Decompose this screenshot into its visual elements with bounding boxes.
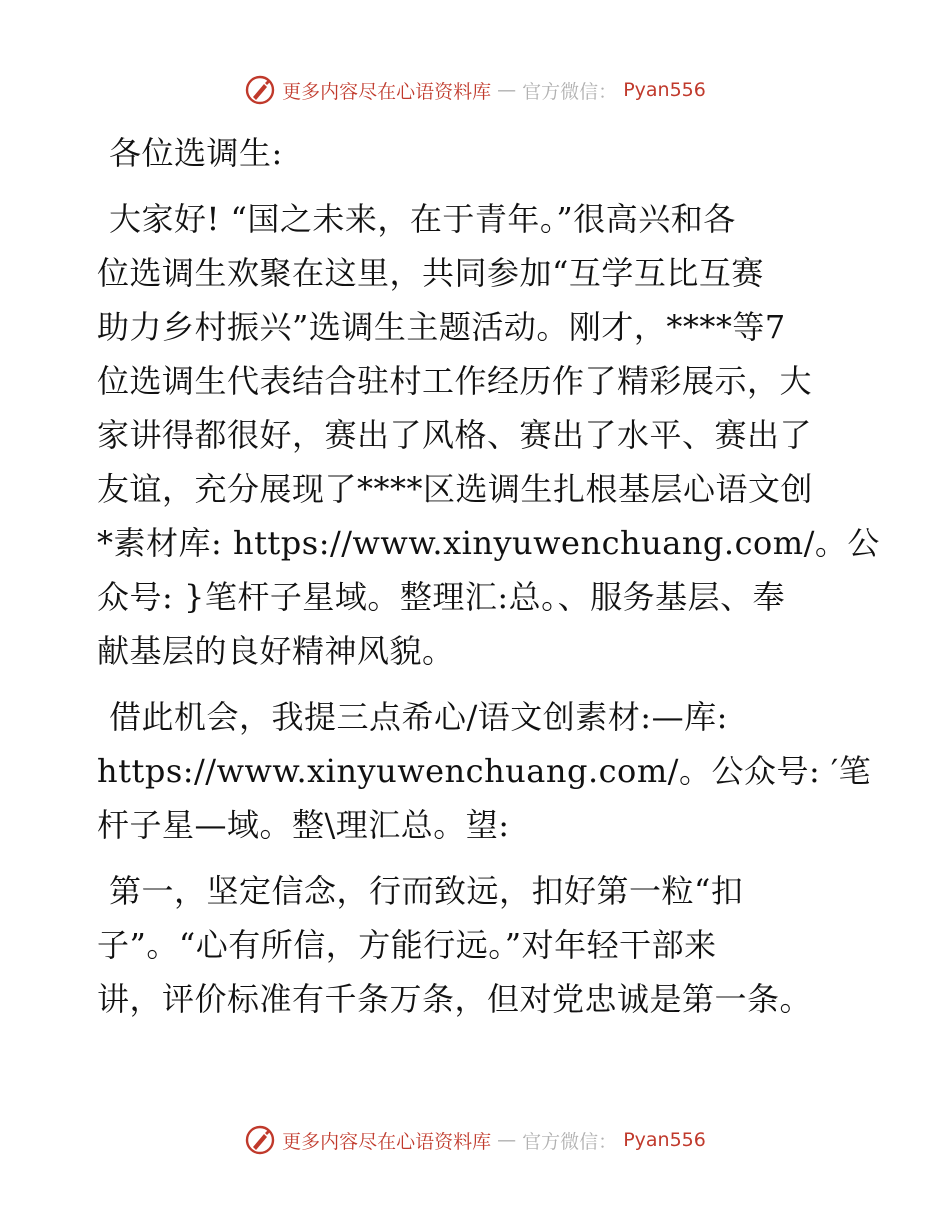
watermark-text: 更多内容尽在心语资料库: [282, 1130, 492, 1153]
watermark-dash: —: [497, 79, 517, 101]
text-line: 借此机会，我提三点希心/语文创素材:—库:: [109, 698, 728, 736]
text-line: 各位选调生:: [109, 134, 283, 172]
text-line: 杆子星—域。整\理汇总。望:: [97, 806, 510, 844]
pen-circle-icon: [244, 1124, 276, 1156]
text-line: 子”。“心有所信，方能行远。”对年轻干部来: [97, 926, 717, 964]
text-line: *素材库: https://www.xinyuwenchuang.com/。公: [97, 524, 880, 562]
watermark-official: 官方微信：: [522, 1130, 618, 1153]
paragraph-hopes: [97, 690, 872, 852]
text-line: 第一，坚定信念，行而致远，扣好第一粒“扣: [109, 872, 744, 910]
watermark-dash: —: [497, 1129, 517, 1151]
watermark-text: 更多内容尽在心语资料库: [282, 80, 492, 103]
text-line: 家讲得都很好，赛出了风格、赛出了水平、赛出了: [97, 416, 813, 454]
header-watermark: [0, 74, 950, 106]
watermark-id: Pyan556: [623, 79, 706, 101]
text-line: https://www.xinyuwenchuang.com/。公众号: ′笔: [97, 752, 872, 790]
text-line: 讲，评价标准有千条万条，但对党忠诚是第一条。: [97, 980, 813, 1018]
paragraph-greeting: [97, 192, 880, 678]
text-line: 献基层的良好精神风貌。: [97, 632, 455, 670]
text-line: 众号: }笔杆子星域。整理汇:总。、服务基层、奉: [97, 578, 786, 616]
text-line: 大家好! “国之未来，在于青年。”很高兴和各: [109, 200, 736, 238]
pen-circle-icon: [244, 74, 276, 106]
text-line: 友谊，充分展现了****区选调生扎根基层心语文创: [97, 470, 814, 508]
text-line: 位选调生欢聚在这里，共同参加“互学互比互赛: [97, 254, 764, 292]
document-body: [97, 126, 880, 1026]
paragraph-salutation: [97, 126, 857, 180]
text-line: 助力乡村振兴”选调生主题活动。刚才，****等7: [97, 308, 786, 346]
paragraph-first-point: [97, 864, 857, 1026]
text-line: 位选调生代表结合驻村工作经历作了精彩展示，大: [97, 362, 813, 400]
watermark-official: 官方微信：: [522, 80, 618, 103]
watermark-id: Pyan556: [623, 1129, 706, 1151]
footer-watermark: [0, 1124, 950, 1156]
